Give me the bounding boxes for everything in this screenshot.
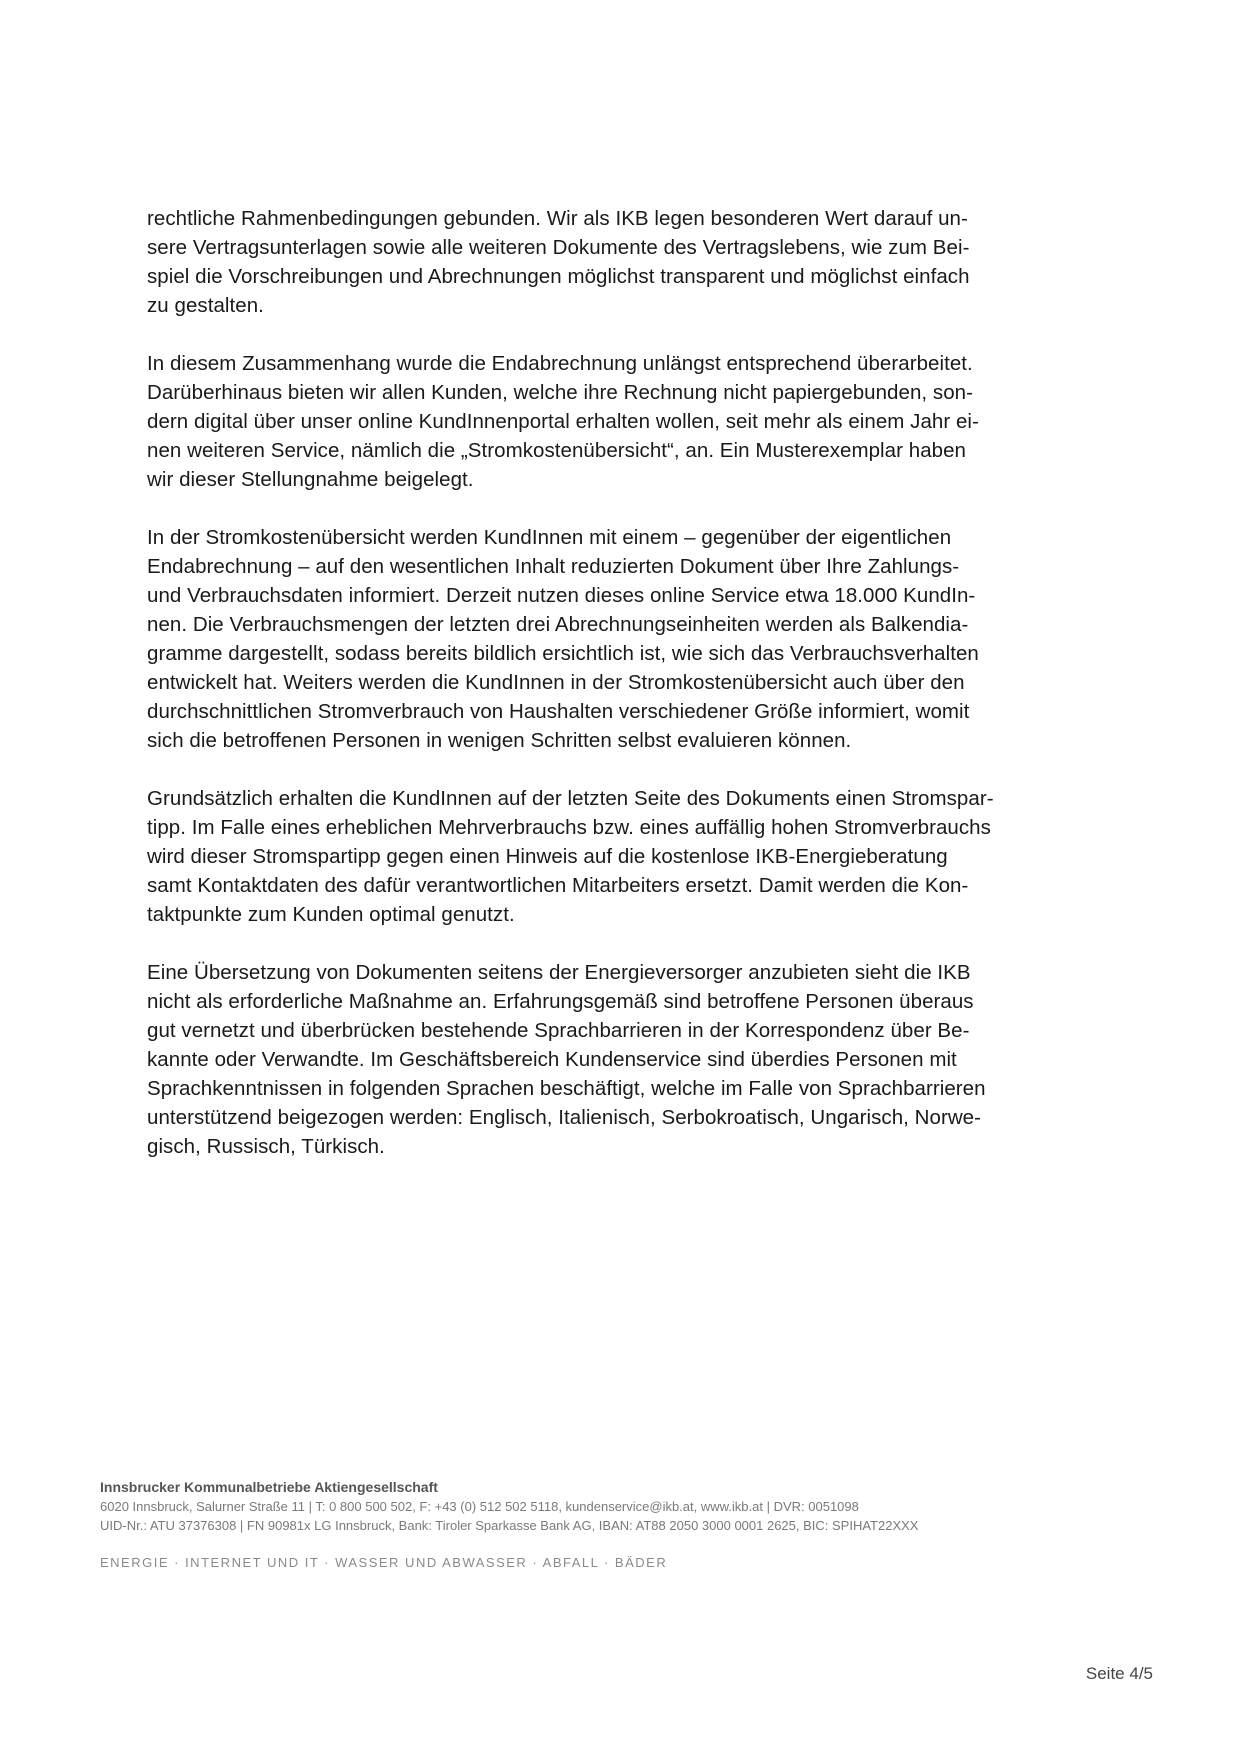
business-divisions: ENERGIE · INTERNET UND IT · WASSER UND ABWASSER · ABFALL · BÄDER <box>100 1555 668 1570</box>
company-name: Innsbrucker Kommunalbetriebe Aktiengesellschaft <box>100 1479 438 1495</box>
company-address: 6020 Innsbruck, Salurner Straße 11 | T: 0 800 500 502, F: +43 (0) 512 502 5118, kundenservice@ikb.at, www.ikb.at | DVR: 0051098 <box>100 1499 859 1514</box>
page-number: Seite 4/5 <box>1085 1664 1153 1683</box>
paragraph: rechtliche Rahmenbedingungen gebunden. Wir als IKB legen besonderen Wert darauf un- sere Vertragsunterlagen sowie alle weiteren Dokumente des Vertragslebens, wie zum Bei- spiel die Vorschreibungen und Abrechnungen möglichst transparent und möglichst einfach zu gestalten. <box>147 207 970 317</box>
body-text <box>147 204 1087 1190</box>
paragraph: Eine Übersetzung von Dokumenten seitens der Energieversorger anzubieten sieht die IKB nicht als erforderliche Maßnahme an. Erfahrungsgemäß sind betroffene Personen überaus gut vernetzt und überbrücken bestehende Sprachbarrieren in der Korrespondenz über Be- kannte oder Verwandte. Im Geschäftsbereich Kundenservice sind überdies Personen mit Sprachkenntnissen in folgenden Sprachen beschäftigt, welche im Falle von Sprachbarrieren unterstützend beigezogen werden: Englisch, Italienisch, Serbokroatisch, Ungarisch, Norwe- gisch, Russisch, Türkisch. <box>147 961 986 1158</box>
paragraph: In der Stromkostenübersicht werden KundInnen mit einem – gegenüber der eigentlichen Endabrechnung – auf den wesentlichen Inhalt reduzierten Dokument über Ihre Zahlungs- und Verbrauchsdaten informiert. Derzeit nutzen dieses online Service etwa 18.000 KundIn- nen. Die Verbrauchsmengen der letzten drei Abrechnungseinheiten werden als Balkendia- gramme dargestellt, sodass bereits bildlich ersichtlich ist, wie sich das Verbrauchsverhalten entwickelt hat. Weiters werden die KundInnen in der Stromkostenübersicht auch über den durchschnittlichen Stromverbrauch von Haushalten verschiedener Größe informiert, womit sich die betroffenen Personen in wenigen Schritten selbst evaluieren können. <box>147 526 979 752</box>
paragraph: Grundsätzlich erhalten die KundInnen auf der letzten Seite des Dokuments einen Stromspar- tipp. Im Falle eines erheblichen Mehrverbrauchs bzw. eines auffällig hohen Stromverbrauchs wird dieser Stromspartipp gegen einen Hinweis auf die kostenlose IKB-Energieberatung samt Kontaktdaten des dafür verantwortlichen Mitarbeiters ersetzt. Damit werden die Kon- taktpunkte zum Kunden optimal genutzt. <box>147 787 994 926</box>
company-registry: UID-Nr.: ATU 37376308 | FN 90981x LG Innsbruck, Bank: Tiroler Sparkasse Bank AG, IBAN: AT88 2050 3000 0001 2625, BIC: SPIHAT22XXX <box>100 1518 919 1533</box>
letterhead-footer <box>100 1478 1180 1570</box>
paragraph: In diesem Zusammenhang wurde die Endabrechnung unlängst entsprechend überarbeitet. Darüberhinaus bieten wir allen Kunden, welche ihre Rechnung nicht papiergebunden, son- dern digital über unser online KundInnenportal erhalten wollen, seit mehr als einem Jahr ei- nen weiteren Service, nämlich die „Stromkostenübersicht“, an. Ein Musterexemplar haben wir dieser Stellungnahme beigelegt. <box>147 352 979 491</box>
